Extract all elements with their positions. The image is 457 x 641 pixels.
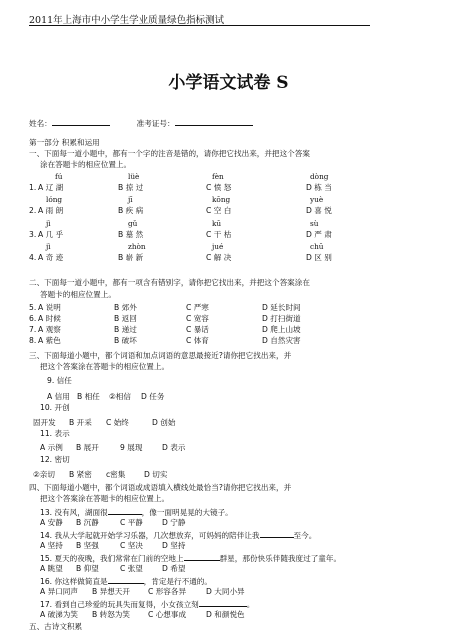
option-a: A 观察 bbox=[38, 325, 61, 334]
option-b: B 墓 然 bbox=[118, 230, 144, 239]
option-a: ②亲切 bbox=[33, 470, 55, 479]
pinyin: lüè bbox=[128, 172, 140, 181]
q2-instruction-2: 答题卡的相应位置上。 bbox=[40, 290, 116, 299]
id-label: 准考证号： bbox=[136, 119, 175, 128]
option-d: D 自然灾害 bbox=[262, 336, 301, 345]
option-b: B 沉静 bbox=[76, 518, 99, 527]
q4-item-17-options bbox=[40, 610, 245, 619]
option-d: D 坚持 bbox=[162, 541, 186, 550]
option-c: C 暴话 bbox=[186, 325, 209, 334]
answer-blank bbox=[199, 598, 247, 607]
option-d: D 宁静 bbox=[162, 518, 186, 527]
option-b: B 递过 bbox=[114, 325, 137, 334]
pinyin: jī bbox=[128, 195, 133, 204]
item-number: 7. bbox=[29, 325, 37, 334]
option-b: B 崭 新 bbox=[118, 253, 144, 262]
option-a: A 安静 bbox=[40, 518, 63, 527]
q4-item-14-options bbox=[40, 541, 186, 550]
item-number: 6. bbox=[29, 314, 37, 323]
stem-text: ，像一面明晃晃的大镜子。 bbox=[141, 508, 233, 517]
stem-text: 13. 没有风，湖面很 bbox=[40, 508, 108, 517]
option-c: C 体育 bbox=[186, 336, 209, 345]
option-b: B 郊外 bbox=[114, 303, 137, 312]
option-b: B 疾 病 bbox=[118, 206, 144, 215]
q1-instruction: 一、下面每一道小题中，都有一个字的注音是错的，请你把它找出来，并把这个答案 bbox=[29, 149, 310, 158]
item-number: 1. bbox=[29, 183, 37, 192]
option-b: B 展开 bbox=[76, 443, 99, 452]
info-line bbox=[29, 117, 253, 128]
q3-item-10-stem: 10. 开创 bbox=[40, 403, 70, 412]
q4-item-14-stem bbox=[40, 529, 316, 540]
stem-text: ，肯定是行不通的。 bbox=[143, 577, 212, 586]
name-label: 姓名： bbox=[29, 119, 52, 128]
option-c: ②相信 bbox=[109, 392, 131, 401]
option-a: A 说明 bbox=[38, 303, 61, 312]
option-a: A 信用 bbox=[47, 392, 70, 401]
q3-item-12-stem: 12. 密切 bbox=[40, 455, 70, 464]
option-b: B 坚强 bbox=[76, 541, 99, 550]
option-b: B 开采 bbox=[69, 418, 92, 427]
q1-item-1 bbox=[29, 183, 332, 192]
q3-item-11-options bbox=[40, 443, 186, 452]
pinyin: kōng bbox=[212, 195, 231, 204]
option-a: A 奇 迹 bbox=[38, 253, 64, 262]
option-b: B 掠 过 bbox=[118, 183, 144, 192]
option-a: A 辽 湖 bbox=[38, 183, 64, 192]
stem-text: 群星，那份快乐伴随我度过了童年。 bbox=[219, 554, 342, 563]
q4-item-16-stem bbox=[40, 575, 212, 586]
option-d: D 延长时间 bbox=[262, 303, 301, 312]
option-d: D 创始 bbox=[152, 418, 176, 427]
q4-item-13-options bbox=[40, 518, 186, 527]
q2-item-8 bbox=[29, 336, 301, 345]
option-d: D 大同小异 bbox=[206, 587, 245, 596]
option-b: B 紧密 bbox=[69, 470, 92, 479]
option-d: D 喜 悦 bbox=[306, 206, 332, 215]
part1-heading: 第一部分 积累和运用 bbox=[29, 138, 100, 147]
name-blank bbox=[52, 117, 110, 126]
q3-item-11-stem: 11. 表示 bbox=[40, 429, 70, 438]
pinyin: jué bbox=[212, 242, 224, 251]
stem-text: 至今。 bbox=[293, 531, 317, 540]
pinyin: fú bbox=[55, 172, 63, 181]
option-b: B 破坏 bbox=[114, 336, 137, 345]
answer-blank bbox=[260, 529, 294, 538]
option-a: A 雨 朗 bbox=[38, 206, 64, 215]
option-c: C 形容各异 bbox=[148, 587, 187, 596]
option-d: D 和颜悦色 bbox=[206, 610, 245, 619]
item-number: 2. bbox=[29, 206, 37, 215]
page-title: 小学语文试卷 S bbox=[168, 73, 289, 93]
option-d: D 希望 bbox=[162, 564, 186, 573]
option-d: D 表示 bbox=[162, 443, 186, 452]
option-c: C 坚决 bbox=[120, 541, 143, 550]
pinyin: yuè bbox=[310, 195, 324, 204]
q5-heading: 五、古诗文积累 bbox=[29, 622, 83, 631]
option-a: A 坚持 bbox=[40, 541, 63, 550]
option-a: A 眺望 bbox=[40, 564, 63, 573]
item-number: 3. bbox=[29, 230, 37, 239]
exam-header: 2011年上海市中小学生学业质量绿色指标测试 bbox=[29, 15, 225, 26]
pinyin: gǔ bbox=[128, 219, 138, 228]
stem-text: 16. 你这样做简直是 bbox=[40, 577, 108, 586]
q4-item-15-stem bbox=[40, 552, 341, 563]
option-b: B 转怒为笑 bbox=[92, 610, 130, 619]
option-c: C 空 白 bbox=[206, 206, 232, 215]
option-b: B 返回 bbox=[114, 314, 137, 323]
pinyin: chū bbox=[310, 242, 324, 251]
q1-instruction-2: 涂在答题卡的相应位置上。 bbox=[40, 160, 132, 169]
pinyin: lóng bbox=[46, 195, 63, 204]
stem-text: 。 bbox=[246, 600, 255, 609]
header-rule bbox=[29, 25, 370, 26]
option-c: C 干 枯 bbox=[206, 230, 232, 239]
pinyin: kū bbox=[212, 219, 222, 228]
id-blank bbox=[175, 117, 253, 126]
option-a: A 几 乎 bbox=[38, 230, 64, 239]
option-c: c密集 bbox=[106, 470, 126, 479]
option-c: C 严寒 bbox=[186, 303, 209, 312]
q4-item-13-stem bbox=[40, 506, 233, 517]
pinyin: sù bbox=[310, 219, 319, 228]
q4-instruction: 四、下面每道小题中，都个词语或成语填入横线处最恰当?请你把它找出来，并 bbox=[29, 483, 292, 492]
q2-item-5 bbox=[29, 303, 301, 312]
option-c: 9 展现 bbox=[120, 443, 143, 452]
pinyin: jì bbox=[46, 219, 51, 228]
pinyin: jì bbox=[46, 242, 51, 251]
option-a: A 时候 bbox=[38, 314, 61, 323]
option-d: D 严 肃 bbox=[306, 230, 332, 239]
option-a: A 紫色 bbox=[38, 336, 61, 345]
option-c: C 始终 bbox=[106, 418, 129, 427]
option-d: D 打扫街道 bbox=[262, 314, 301, 323]
q4-instruction-2: 把这个答案涂在答题卡的相应位置上。 bbox=[40, 494, 170, 503]
option-c: C 平静 bbox=[120, 518, 143, 527]
q1-item-3 bbox=[29, 230, 332, 239]
stem-text: 15. 夏天的夜晚，我们常常在门前的空地上 bbox=[40, 554, 184, 563]
q4-item-17-stem bbox=[40, 598, 254, 609]
option-c: C 张望 bbox=[120, 564, 143, 573]
option-b: B 仰望 bbox=[76, 564, 99, 573]
option-b: B 相任 bbox=[77, 392, 100, 401]
q3-item-9-stem: 9. 信任 bbox=[47, 376, 72, 385]
q2-instruction: 二、下面每一道小题中，都有一项含有错别字，请你把它找出来，并把这个答案涂在 bbox=[29, 278, 310, 287]
q3-item-10-options bbox=[33, 418, 176, 427]
q4-item-15-options bbox=[40, 564, 186, 573]
option-b: B 异想天开 bbox=[92, 587, 130, 596]
q2-item-7 bbox=[29, 325, 301, 334]
option-d: D 栋 当 bbox=[306, 183, 332, 192]
q2-item-6 bbox=[29, 314, 301, 323]
option-c: C 解 决 bbox=[206, 253, 232, 262]
option-a: 固开发 bbox=[33, 418, 56, 427]
option-c: C 心想事成 bbox=[148, 610, 187, 619]
item-number: 5. bbox=[29, 303, 37, 312]
pinyin: zhòn bbox=[128, 242, 146, 251]
option-a: A 示例 bbox=[40, 443, 63, 452]
item-number: 8. bbox=[29, 336, 37, 345]
option-d: D 爬上山坡 bbox=[262, 325, 301, 334]
option-d: D 切实 bbox=[144, 470, 168, 479]
q4-item-16-options bbox=[40, 587, 245, 596]
answer-blank bbox=[108, 506, 142, 515]
item-number: 4. bbox=[29, 253, 37, 262]
q3-item-9-options bbox=[47, 392, 165, 401]
q3-instruction-2: 把这个答案涂在答题卡的相应位置上。 bbox=[40, 362, 170, 371]
q1-item-4 bbox=[29, 253, 332, 262]
option-a: A 破涕为笑 bbox=[40, 610, 78, 619]
q3-item-12-options bbox=[33, 470, 168, 479]
option-a: A 异口同声 bbox=[40, 587, 78, 596]
answer-blank bbox=[184, 552, 220, 561]
option-c: C 宽容 bbox=[186, 314, 209, 323]
pinyin: dòng bbox=[310, 172, 329, 181]
option-d: D 任务 bbox=[141, 392, 165, 401]
option-c: C 愤 怒 bbox=[206, 183, 232, 192]
option-d: D 区 别 bbox=[306, 253, 332, 262]
q3-instruction: 三、下面每道小题中，都个词语和加点词语的意思最接近?请你把它找出来，并 bbox=[29, 351, 292, 360]
stem-text: 14. 我从大学起就开始学习乐器，几次想放弃，可妈妈的陪伴让我 bbox=[40, 531, 260, 540]
q1-item-2 bbox=[29, 206, 332, 215]
answer-blank bbox=[108, 575, 144, 584]
pinyin: fèn bbox=[212, 172, 224, 181]
stem-text: 17. 看到自己珍爱的玩具失而复得，小女孩立刻 bbox=[40, 600, 199, 609]
